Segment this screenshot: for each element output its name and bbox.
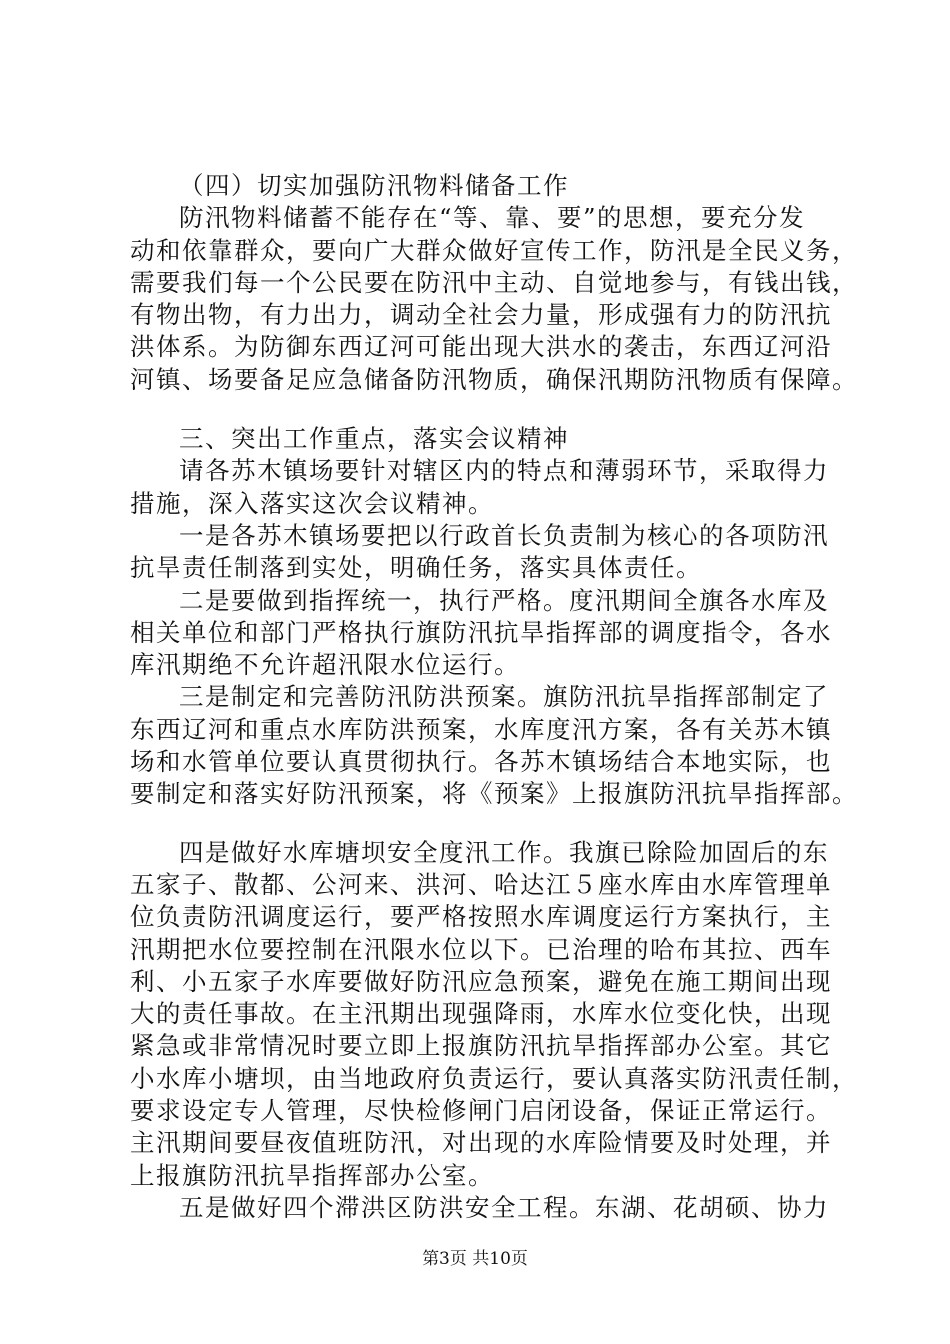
- paragraph-line: 防汛物料储蓄不能存在“等、靠、要”的思想，要充分发: [179, 203, 806, 233]
- paragraph-line: 四是做好水库塘坝安全度汛工作。我旗已除险加固后的东: [179, 837, 829, 867]
- paragraph-line: 河镇、场要备足应急储备防汛物质，确保汛期防汛物质有保障。: [130, 364, 858, 394]
- paragraph-line: 动和依靠群众，要向广大群众做好宣传工作，防汛是全民义务，: [130, 235, 858, 265]
- paragraph-line: 五是做好四个滞洪区防洪安全工程。东湖、花胡硕、协力: [179, 1192, 829, 1222]
- paragraph-line: 抗旱责任制落到实处，明确任务，落实具体责任。: [130, 553, 702, 583]
- paragraph-line: 汛期把水位要控制在汛限水位以下。已治理的哈布其拉、西车: [130, 934, 832, 964]
- document-body: [130, 170, 858, 1224]
- paragraph-line: 库汛期绝不允许超汛限水位运行。: [130, 650, 520, 680]
- paragraph-line: 请各苏木镇场要针对辖区内的特点和薄弱环节，采取得力: [179, 456, 829, 486]
- paragraph-line: 位负责防汛调度运行，要严格按照水库调度运行方案执行，主: [130, 902, 832, 932]
- paragraph-line: 场和水管单位要认真贯彻执行。各苏木镇场结合本地实际，也: [130, 747, 832, 777]
- paragraph-line: 要求设定专人管理，尽快检修闸门启闭设备，保证正常运行。: [130, 1096, 832, 1126]
- paragraph-line: 需要我们每一个公民要在防汛中主动、自觉地参与，有钱出钱，: [130, 267, 858, 297]
- paragraph-line: 二是要做到指挥统一，执行严格。度汛期间全旗各水库及: [179, 585, 829, 615]
- paragraph-line: 一是各苏木镇场要把以行政首长负责制为核心的各项防汛: [179, 520, 829, 550]
- paragraph-line: 措施，深入落实这次会议精神。: [130, 488, 494, 518]
- paragraph-line: 有物出物，有力出力，调动全社会力量，形成强有力的防汛抗: [130, 300, 832, 330]
- paragraph-line: 三是制定和完善防汛防洪预案。旗防汛抗旱指挥部制定了: [179, 682, 829, 712]
- paragraph-line: 大的责任事故。在主汛期出现强降雨，水库水位变化快，出现: [130, 999, 832, 1029]
- paragraph-line: 洪体系。为防御东西辽河可能出现大洪水的袭击，东西辽河沿: [130, 332, 832, 362]
- section-heading: 三、突出工作重点，落实会议精神: [179, 424, 569, 454]
- paragraph-line: 五家子、散都、公河来、洪河、哈达江５座水库由水库管理单: [130, 869, 832, 899]
- paragraph-line: 上报旗防汛抗旱指挥部办公室。: [130, 1160, 494, 1190]
- paragraph-line: 主汛期间要昼夜值班防汛，对出现的水库险情要及时处理，并: [130, 1128, 832, 1158]
- paragraph-line: 利、小五家子水库要做好防汛应急预案，避免在施工期间出现: [130, 966, 832, 996]
- paragraph-line: 相关单位和部门严格执行旗防汛抗旱指挥部的调度指令，各水: [130, 617, 832, 647]
- paragraph-line: 小水库小塘坝，由当地政府负责运行，要认真落实防汛责任制，: [130, 1063, 858, 1093]
- page-number-footer: 第3页 共10页: [422, 1249, 528, 1269]
- section-heading: （四）切实加强防汛物料储备工作: [179, 171, 569, 200]
- paragraph-line: 紧急或非常情况时要立即上报旗防汛抗旱指挥部办公室。其它: [130, 1031, 832, 1061]
- paragraph-line: 东西辽河和重点水库防洪预案，水库度汛方案，各有关苏木镇: [130, 714, 832, 744]
- paragraph-line: 要制定和落实好防汛预案，将《预案》上报旗防汛抗旱指挥部。: [130, 779, 858, 809]
- paragraph-spacer: [130, 811, 850, 837]
- paragraph-spacer: [130, 396, 850, 423]
